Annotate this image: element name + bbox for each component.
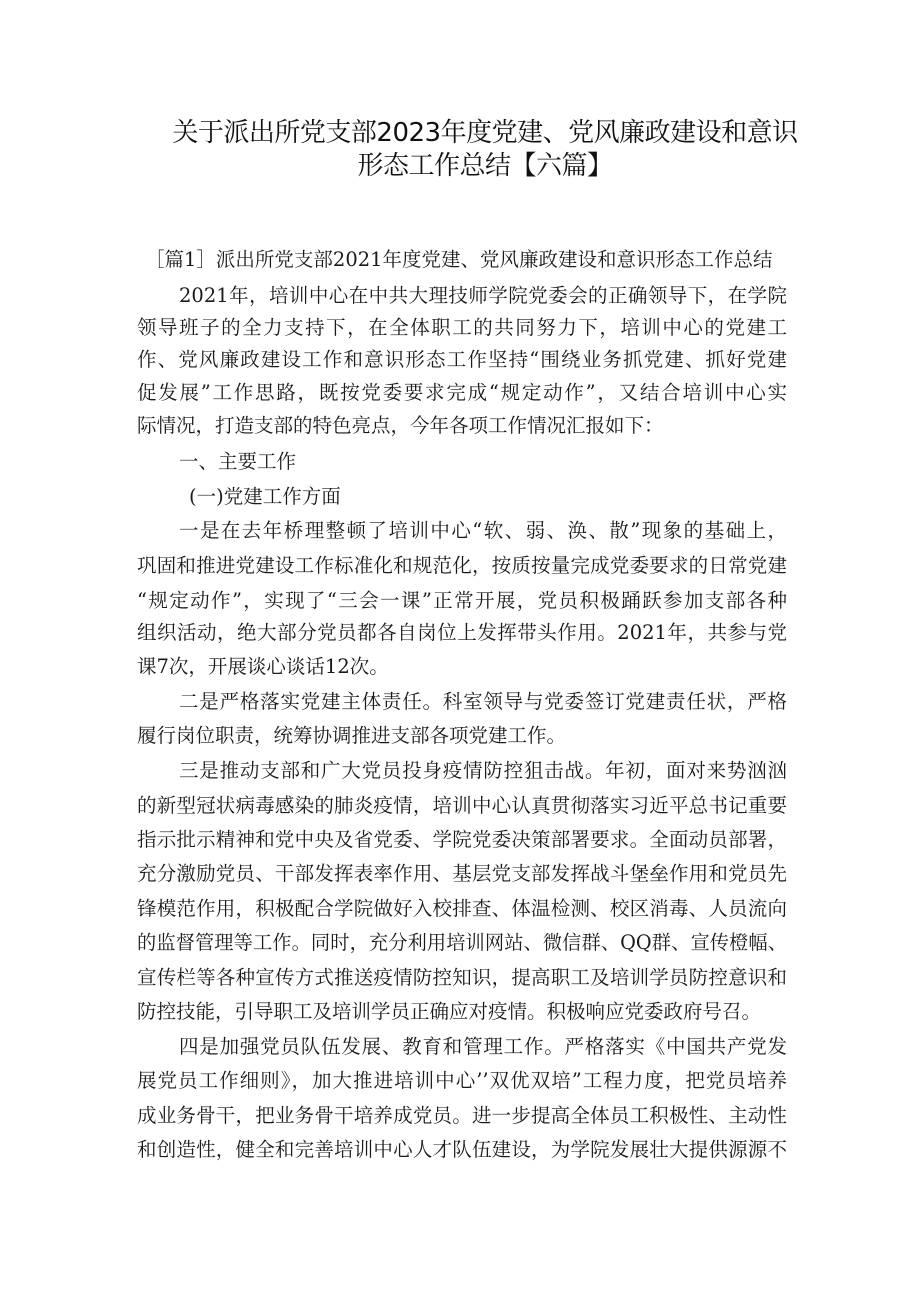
subsection-heading: (一)党建工作方面 bbox=[189, 485, 341, 508]
paragraph-line: 领导班子的全力支持下，在全体职工的共同努力下，培训中心的党建工 bbox=[137, 316, 787, 339]
paragraph-line: 履行岗位职责，统筹协调推进支部各项党建工作。 bbox=[137, 724, 567, 747]
paragraph-line: 巩固和推进党建设工作标准化和规范化，按质按量完成党委要求的日常党建 bbox=[137, 554, 787, 577]
document-title-line1: 关于派出所党支部2023年度党建、党风廉政建设和意识 bbox=[172, 118, 798, 148]
section-heading-1: ［篇1］派出所党支部2021年度党建、党风廉政建设和意识形态工作总结 bbox=[145, 248, 773, 271]
paragraph-line: 课7次，开展谈心谈话12次。 bbox=[137, 655, 389, 678]
paragraph-line: 一是在去年桥理整顿了培训中心“软、弱、涣、散”现象的基础上， bbox=[179, 519, 787, 542]
paragraph-line: 作、党风廉政建设工作和意识形态工作坚持“围绕业务抓党建、抓好党建 bbox=[137, 348, 787, 371]
document-title-line2: 形态工作总结【六篇】 bbox=[357, 151, 613, 181]
paragraph-line: 防控技能，引导职工及培训学员正确应对疫情。积极响应党委政府号召。 bbox=[137, 1000, 762, 1023]
paragraph-line: 的监督管理等工作。同时，充分利用培训网站、微信群、QQ群、宣传橙幅、 bbox=[137, 931, 787, 954]
paragraph-line: 宣传栏等各种宣传方式推送疫情防控知识，提高职工及培训学员防控意识和 bbox=[137, 966, 787, 989]
paragraph-line: 的新型冠状病毒感染的肺炎疫情，培训中心认真贯彻落实习近平总书记重要 bbox=[137, 794, 787, 817]
paragraph-line: 2021年，培训中心在中共大理技师学院党委会的正确领导下，在学院 bbox=[179, 284, 787, 307]
paragraph-line: 促发展”工作思路，既按党委要求完成“规定动作”，又结合培训中心实 bbox=[137, 381, 787, 404]
paragraph-line: 成业务骨干，把业务骨干培养成党员。进一步提高全体员工积极性、主动性 bbox=[137, 1104, 787, 1127]
section-heading-main: 一、主要工作 bbox=[179, 450, 297, 473]
paragraph-line: 和创造性，健全和完善培训中心人才队伍建设，为学院发展壮大提供源源不 bbox=[137, 1138, 787, 1161]
paragraph-line: 四是加强党员队伍发展、教育和管理工作。严格落实《中国共产党发 bbox=[179, 1035, 787, 1058]
paragraph-line: 三是推动支部和广大党员投身疫情防控狙击战。年初，面对来势汹汹 bbox=[179, 759, 787, 782]
paragraph-line: 际情况，打造支部的特色亮点，今年各项工作情况汇报如下： bbox=[137, 414, 664, 437]
paragraph-line: 展党员工作细则》，加大推进培训中心’’双优双培”工程力度，把党员培养 bbox=[137, 1069, 787, 1092]
paragraph-line: 组织活动，绝大部分党员都各自岗位上发挥带头作用。2021年，共参与党 bbox=[137, 621, 787, 644]
paragraph-line: 锋模范作用，积极配合学院做好入校排查、体温检测、校区消毒、人员流向 bbox=[137, 897, 787, 920]
paragraph-line: 充分激励党员、干部发挥表率作用、基层党支部发挥战斗堡垒作用和党员先 bbox=[137, 862, 787, 885]
paragraph-line: “规定动作”，实现了“三会一课”正常开展，党员积极踊跃参加支部各种 bbox=[137, 589, 787, 612]
paragraph-line: 指示批示精神和党中央及省党委、学院党委决策部署要求。全面动员部署， bbox=[137, 828, 787, 851]
paragraph-line: 二是严格落实党建主体责任。科室领导与党委签订党建责任状，严格 bbox=[179, 690, 787, 713]
